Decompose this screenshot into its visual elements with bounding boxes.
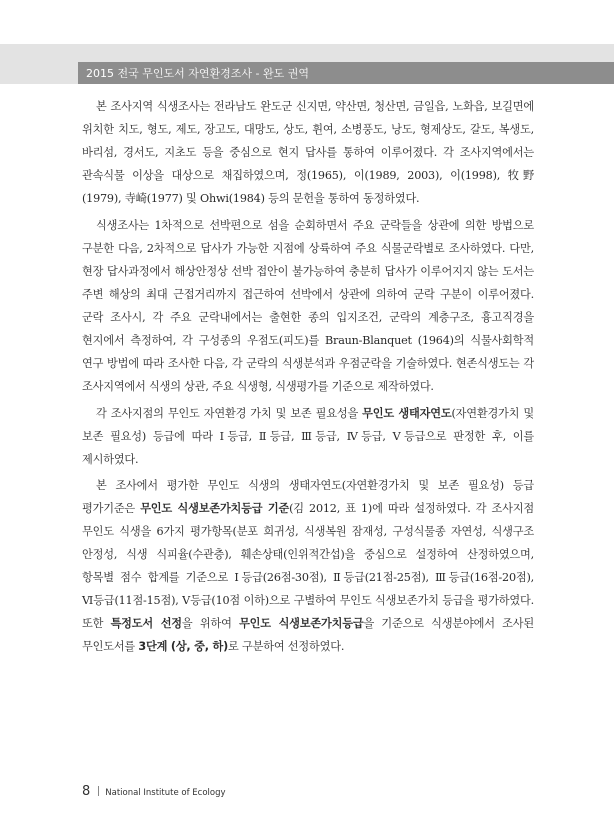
text-segment: 을 위하여: [181, 617, 240, 630]
body-text: [82, 95, 534, 662]
emphasis-text: 3단계 (상, 중, 하): [138, 640, 229, 653]
text-segment: (김 2012, 표 1)에 따라 설정하였다. 각 조사지점 무인도 식생을 6가지 평가항목(분포 희귀성, 식생복원 잠재성, 구성식물종 자연성, 식생구조 안정성, 식생 식피율(수관층), 훼손상태(인위적간섭)을 중심으로 설정하여 산정하였으며, 항목별 점수 합계를 기준으로 Ⅰ등급(26점-30점), Ⅱ등급(21점-25점), Ⅲ등급(16점-20점), Ⅵ등급(11점-15점), Ⅴ등급(10점 이하)으로 구별하여 무인도 식생보존가치 등급을 평가하였다. 또한: [82, 502, 534, 630]
paragraph: [82, 95, 534, 210]
text-segment: 본 조사지역 식생조사는 전라남도 완도군 신지면, 약산면, 청산면, 금일읍, 노화읍, 보길면에 위치한 치도, 형도, 제도, 장고도, 대망도, 상도, 휜여, 소병풍도, 낭도, 형제상도, 갈도, 복생도, 바리섬, 경서도, 지초도 등을 중심으로 현지 답사를 통하여 이루어졌다. 각 조사지역에서는 관속식물 이상을 대상으로 채집하였으며, 정(1965), 이(1989, 2003), 이(1998), 牧野(1979), 寺崎(1977) 및 Ohwi(1984) 등의 문헌을 통하여 동정하였다.: [82, 100, 534, 205]
paragraph: [82, 474, 534, 658]
paragraph: [82, 402, 534, 471]
page-number: 8: [82, 784, 91, 799]
running-header-title: 2015 전국 무인도서 자연환경조사 - 완도 권역: [86, 67, 309, 80]
paragraph: [82, 214, 534, 398]
text-segment: 각 조사지점의 무인도 자연환경 가치 및 보존 필요성을: [96, 407, 363, 420]
emphasis-text: 특정도서 선정: [110, 617, 182, 630]
footer-label: National Institute of Ecology: [105, 788, 226, 798]
text-segment: 식생조사는 1차적으로 선박편으로 섬을 순회하면서 주요 군락들을 상관에 의한 방법으로 구분한 다음, 2차적으로 답사가 가능한 지점에 상륙하여 주요 식물군락별로 조사하였다. 다만, 현장 답사과정에서 해상안정상 선박 접안이 불가능하여 충분히 답사가 이루어지지 않는 도서는 주변 해상의 최대 근접거리까지 접근하여 선박에서 상관에 의하여 군락 구분이 이루어졌다. 군락 조사시, 각 주요 군락내에서는 출현한 종의 입지조건, 군락의 계층구조, 흉고직경을 현지에서 측정하여, 각 구성종의 우점도(피도)를 Braun-Blanquet (1964)의 식물사회학적 연구 방법에 따라 조사한 다음, 각 군락의 식생분석과 우점군락을 기술하였다. 현존식생도는 각 조사지역에서 식생의 상관, 주요 식생형, 식생평가를 기준으로 제작하였다.: [82, 219, 534, 393]
footer-divider: [98, 786, 99, 796]
emphasis-text: 무인도 식생보존가치등급 기준: [140, 502, 290, 515]
text-segment: (자연환경가치 및 보존 필요성) 등급에 따라 Ⅰ등급, Ⅱ등급, Ⅲ등급, Ⅳ등급, Ⅴ등급으로 판정한 후, 이를 제시하였다.: [82, 407, 534, 466]
emphasis-text: 무인도 생태자연도: [362, 407, 452, 420]
emphasis-text: 무인도 식생보존가치등급: [239, 617, 364, 630]
text-segment: 로 구분하여 선정하였다.: [228, 640, 345, 653]
page-footer: [82, 780, 226, 799]
text-segment: 을 기준으로 식생분야에서 조사된 무인도서를: [82, 617, 534, 653]
text-segment: 본 조사에서 평가한 무인도 식생의 생태자연도(자연환경가치 및 보존 필요성) 등급 평가기준은: [82, 479, 534, 515]
